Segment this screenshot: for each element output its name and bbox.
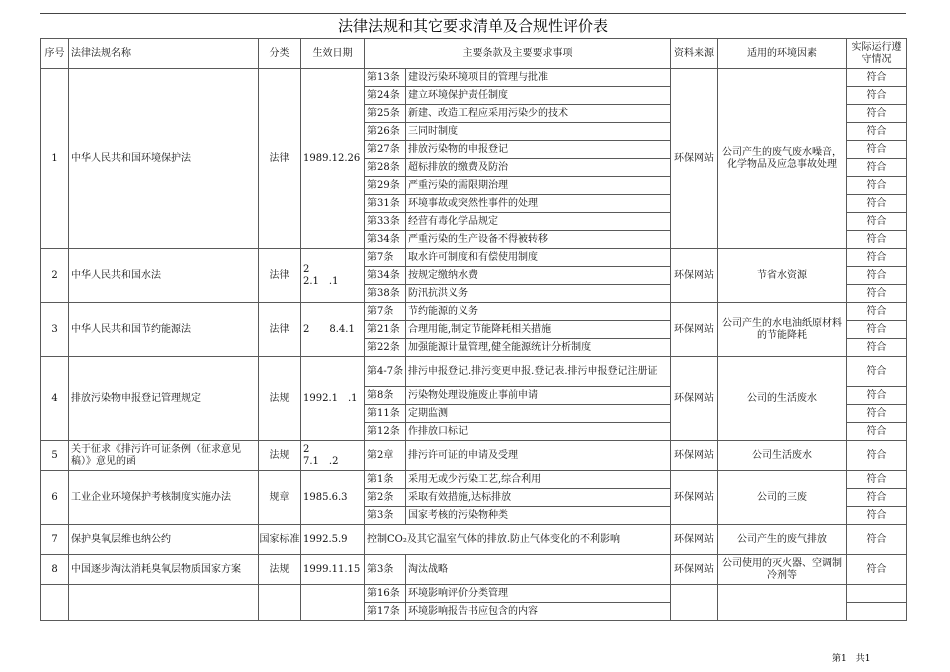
law-seq: 7 [40,524,69,555]
clause-number: 第2条 [364,488,406,507]
law-name: 中华人民共和国节约能源法 [68,302,259,357]
clause-number: 第31条 [364,194,406,213]
clause-number: 第3条 [364,506,406,525]
law-env: 节省水资源 [717,248,847,303]
clause-text: 建设污染环境项目的管理与批准 [405,68,671,87]
clause-number: 第38条 [364,284,406,303]
clause-text: 合理用能,制定节能降耗相关措施 [405,320,671,339]
clause-number: 第24条 [364,86,406,105]
compliance-status: 符合 [846,158,907,177]
law-seq: 5 [40,440,69,471]
law-date [300,584,365,621]
clause-text: 作排放口标记 [405,422,671,441]
law-env [717,584,847,621]
law-env: 公司生活废水 [717,440,847,471]
law-source: 环保网站 [670,554,718,585]
clause-number: 第21条 [364,320,406,339]
clause-text: 排污许可证的申请及受理 [405,440,671,471]
compliance-status: 符合 [846,122,907,141]
clause-text: 按规定缴纳水费 [405,266,671,285]
law-name: 关于征求《排污许可证条例（征求意见稿）》意见的函 [68,440,259,471]
clause-text: 环境影响评价分类管理 [405,584,671,603]
law-env: 公司的三废 [717,470,847,525]
compliance-status: 符合 [846,68,907,87]
clause-number: 第34条 [364,230,406,249]
header-clauses: 主要条款及主要要求事项 [364,38,671,69]
law-source: 环保网站 [670,302,718,357]
header-name: 法律法规名称 [68,38,259,69]
law-seq: 6 [40,470,69,525]
law-date: 2 8.4.1 [300,302,365,357]
law-date: 1989.12.26 [300,68,365,249]
compliance-status: 符合 [846,176,907,195]
clause-text: 定期监测 [405,404,671,423]
law-name: 中华人民共和国环境保护法 [68,68,259,249]
law-category: 法律 [258,68,301,249]
clause-number: 第29条 [364,176,406,195]
compliance-status: 符合 [846,302,907,321]
clause-text: 国家考核的污染物种类 [405,506,671,525]
law-category: 法规 [258,440,301,471]
compliance-status: 符合 [846,422,907,441]
document-title: 法律法规和其它要求清单及合规性评价表 [40,13,906,38]
clause-text: 环境事故或突然性事件的处理 [405,194,671,213]
compliance-status: 符合 [846,320,907,339]
law-seq: 4 [40,356,69,441]
law-env: 公司产生的废气废水噪音，化学物品及应急事故处理 [717,68,847,249]
law-date: 1999.11.15 [300,554,365,585]
law-seq [40,584,69,621]
clause-number: 第27条 [364,140,406,159]
law-source: 环保网站 [670,440,718,471]
clause-text: 污染物处理设施废止事前申请 [405,386,671,405]
law-source: 环保网站 [670,68,718,249]
law-env: 公司产生的废气排放 [717,524,847,555]
clause-text: 排污申报登记.排污变更申报.登记表.排污申报登记注册证 [405,356,671,387]
clause-text: 超标排放的缴费及防治 [405,158,671,177]
clause-number: 第16条 [364,584,406,603]
compliance-status [846,602,907,621]
clause-text: 建立环境保护责任制度 [405,86,671,105]
law-env: 公司的生活废水 [717,356,847,441]
clause-number: 第28条 [364,158,406,177]
compliance-status: 符合 [846,140,907,159]
law-date: 1992.5.9 [300,524,365,555]
clause-text: 采用无或少污染工艺,综合利用 [405,470,671,489]
compliance-status: 符合 [846,104,907,123]
law-name: 排放污染物申报登记管理规定 [68,356,259,441]
law-date: 1992.1 .1 [300,356,365,441]
law-category: 规章 [258,470,301,525]
compliance-status: 符合 [846,86,907,105]
law-source: 环保网站 [670,524,718,555]
law-seq: 2 [40,248,69,303]
clause-number: 第8条 [364,386,406,405]
clause-number: 第2章 [364,440,406,471]
compliance-status: 符合 [846,338,907,357]
clause-text: 加强能源计量管理,健全能源统计分析制度 [405,338,671,357]
clause-number: 第13条 [364,68,406,87]
compliance-status: 符合 [846,506,907,525]
law-category: 国家标准 [258,524,301,555]
law-date: 2 7.1 .2 [300,440,365,471]
law-seq: 8 [40,554,69,585]
law-source [670,584,718,621]
compliance-status: 符合 [846,554,907,585]
law-env: 公司产生的水电油纸原材料的节能降耗 [717,302,847,357]
clause-number: 第7条 [364,302,406,321]
law-seq: 3 [40,302,69,357]
compliance-status: 符合 [846,230,907,249]
clause-text: 环境影响报告书应包含的内容 [405,602,671,621]
law-name: 保护臭氧层维也纳公约 [68,524,259,555]
law-env: 公司使用的灭火器、空调制冷剂等 [717,554,847,585]
clause-number: 第22条 [364,338,406,357]
clause-text: 取水许可制度和有偿使用制度 [405,248,671,267]
compliance-status [846,584,907,603]
law-category: 法律 [258,302,301,357]
compliance-status: 符合 [846,440,907,471]
clause-text: 三同时制度 [405,122,671,141]
clause-text: 采取有效措施,达标排放 [405,488,671,507]
compliance-status: 符合 [846,404,907,423]
compliance-status: 符合 [846,470,907,489]
law-date: 2 2.1 .1 [300,248,365,303]
clause-text: 防汛抗洪义务 [405,284,671,303]
clause-text: 控制CO₂及其它温室气体的排放.防止气体变化的不利影响 [364,524,671,555]
law-name: 工业企业环境保护考核制度实施办法 [68,470,259,525]
header-env: 适用的环境因素 [717,38,847,69]
header-category: 分类 [258,38,301,69]
law-source: 环保网站 [670,356,718,441]
clause-text: 淘汰战略 [405,554,671,585]
clause-text: 严重污染的生产设备不得被转移 [405,230,671,249]
law-date: 1985.6.3 [300,470,365,525]
clause-text: 排放污染物的申报登记 [405,140,671,159]
compliance-status: 符合 [846,212,907,231]
compliance-status: 符合 [846,266,907,285]
clause-number: 第3条 [364,554,406,585]
clause-text: 节约能源的义务 [405,302,671,321]
clause-text: 严重污染的需限期治理 [405,176,671,195]
compliance-status: 符合 [846,194,907,213]
clause-number: 第26条 [364,122,406,141]
clause-number: 第33条 [364,212,406,231]
compliance-status: 符合 [846,488,907,507]
clause-number: 第17条 [364,602,406,621]
law-name: 中华人民共和国水法 [68,248,259,303]
law-name: 中国逐步淘汰消耗臭氧层物质国家方案 [68,554,259,585]
header-seq: 序号 [40,38,69,69]
law-category: 法律 [258,248,301,303]
law-source: 环保网站 [670,470,718,525]
compliance-status: 符合 [846,248,907,267]
clause-text: 经营有毒化学品规定 [405,212,671,231]
law-seq: 1 [40,68,69,249]
law-name [68,584,259,621]
header-status: 实际运行遵守情况 [846,38,907,69]
clause-number: 第12条 [364,422,406,441]
compliance-status: 符合 [846,524,907,555]
compliance-status: 符合 [846,284,907,303]
header-source: 资料来源 [670,38,718,69]
law-category: 法规 [258,356,301,441]
law-category [258,584,301,621]
clause-number: 第25条 [364,104,406,123]
law-source: 环保网站 [670,248,718,303]
clause-text: 新建、改造工程应采用污染少的技术 [405,104,671,123]
clause-number: 第7条 [364,248,406,267]
clause-number: 第1条 [364,470,406,489]
page-footer: 第1 共1 [832,654,871,664]
header-date: 生效日期 [300,38,365,69]
clause-number: 第11条 [364,404,406,423]
law-category: 法规 [258,554,301,585]
clause-number: 第4-7条 [364,356,406,387]
clause-number: 第34条 [364,266,406,285]
compliance-status: 符合 [846,386,907,405]
compliance-status: 符合 [846,356,907,387]
